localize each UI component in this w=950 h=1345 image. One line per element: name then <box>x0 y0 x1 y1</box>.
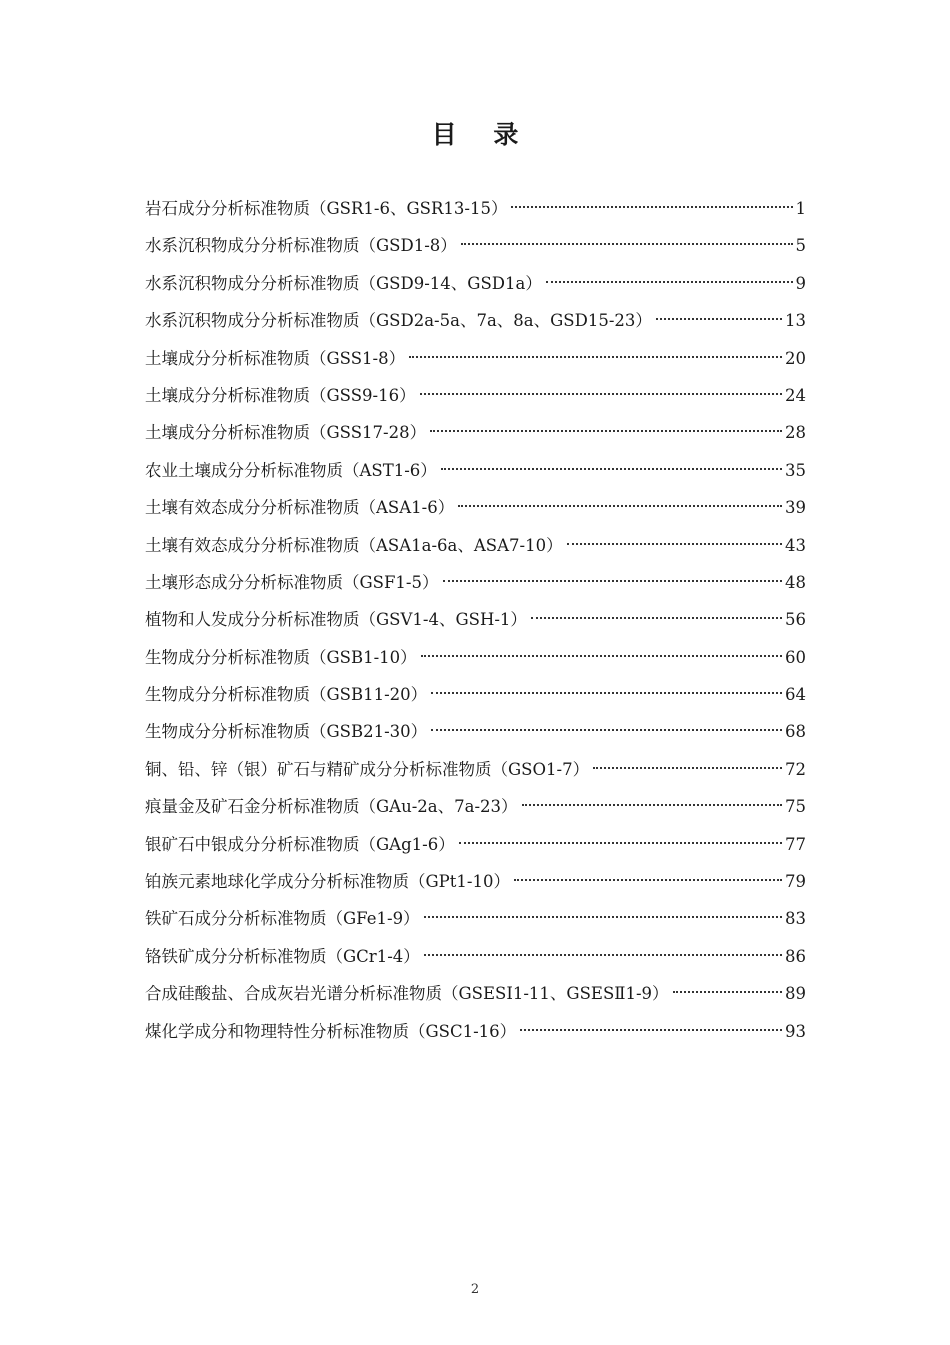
toc-entry-title: 土壤成分分析标准物质（GSS9-16） <box>145 385 416 405</box>
toc-entry[interactable] <box>145 265 806 302</box>
toc-entry-title: 生物成分分析标准物质（GSB11-20） <box>145 685 428 705</box>
table-of-contents <box>145 190 806 1050</box>
toc-entry-page: 79 <box>785 872 806 892</box>
toc-entry-title: 农业土壤成分分析标准物质（AST1-6） <box>145 460 437 480</box>
toc-dot-leader <box>458 505 782 507</box>
toc-dot-leader <box>567 543 782 545</box>
toc-entry-title: 铜、铅、锌（银）矿石与精矿成分分析标准物质（GSO1-7） <box>145 759 590 779</box>
toc-entry-title: 铬铁矿成分分析标准物质（GCr1-4） <box>145 946 420 966</box>
toc-entry-page: 77 <box>785 834 806 854</box>
toc-entry-page: 48 <box>785 572 806 592</box>
toc-entry-title: 水系沉积物成分分析标准物质（GSD2a-5a、7a、8a、GSD15-23） <box>145 311 652 331</box>
toc-entry[interactable] <box>145 713 806 750</box>
toc-entry[interactable] <box>145 564 806 601</box>
toc-entry-title: 土壤成分分析标准物质（GSS17-28） <box>145 423 427 443</box>
toc-entry-page: 35 <box>785 460 806 480</box>
toc-entry-page: 60 <box>785 647 806 667</box>
toc-dot-leader <box>424 916 782 918</box>
toc-dot-leader <box>531 617 782 619</box>
toc-entry-page: 89 <box>785 984 806 1004</box>
toc-entry[interactable] <box>145 639 806 676</box>
toc-entry-title: 痕量金及矿石金分析标准物质（GAu-2a、7a-23） <box>145 797 518 817</box>
toc-entry-title: 土壤有效态成分分析标准物质（ASA1a-6a、ASA7-10） <box>145 535 563 555</box>
toc-dot-leader <box>431 729 782 731</box>
toc-entry[interactable] <box>145 377 806 414</box>
toc-dot-leader <box>461 243 793 245</box>
toc-dot-leader <box>443 580 782 582</box>
toc-entry-page: 20 <box>785 348 806 368</box>
toc-entry[interactable] <box>145 938 806 975</box>
toc-dot-leader <box>511 206 792 208</box>
toc-entry-page: 9 <box>795 273 806 293</box>
toc-entry-title: 植物和人发成分分析标准物质（GSV1-4、GSH-1） <box>145 610 527 630</box>
toc-entry[interactable] <box>145 190 806 227</box>
toc-dot-leader <box>656 318 782 320</box>
toc-entry-title: 土壤有效态成分分析标准物质（ASA1-6） <box>145 498 455 518</box>
toc-entry-title: 铁矿石成分分析标准物质（GFe1-9） <box>145 909 420 929</box>
toc-entry-page: 24 <box>785 385 806 405</box>
toc-dot-leader <box>441 468 782 470</box>
toc-dot-leader <box>430 430 782 432</box>
toc-entry-page: 86 <box>785 946 806 966</box>
toc-entry-page: 13 <box>785 311 806 331</box>
toc-entry[interactable] <box>145 452 806 489</box>
toc-entry[interactable] <box>145 900 806 937</box>
toc-entry[interactable] <box>145 975 806 1012</box>
page-number: 2 <box>470 1282 480 1297</box>
toc-entry-title: 铂族元素地球化学成分分析标准物质（GPt1-10） <box>145 872 510 892</box>
toc-entry-page: 5 <box>795 236 806 256</box>
toc-entry-title: 土壤成分分析标准物质（GSS1-8） <box>145 348 406 368</box>
toc-entry-title: 水系沉积物成分分析标准物质（GSD1-8） <box>145 236 457 256</box>
toc-entry[interactable] <box>145 601 806 638</box>
toc-entry-title: 银矿石中银成分分析标准物质（GAg1-6） <box>145 834 455 854</box>
toc-dot-leader <box>593 767 782 769</box>
toc-dot-leader <box>673 991 782 993</box>
toc-entry-page: 56 <box>785 610 806 630</box>
toc-entry[interactable] <box>145 788 806 825</box>
toc-entry-page: 68 <box>785 722 806 742</box>
toc-entry[interactable] <box>145 826 806 863</box>
toc-entry-page: 93 <box>785 1021 806 1041</box>
page-title: 目 录 <box>431 119 533 149</box>
toc-dot-leader <box>421 655 782 657</box>
toc-dot-leader <box>409 356 782 358</box>
toc-entry[interactable] <box>145 1013 806 1050</box>
toc-entry-title: 煤化学成分和物理特性分析标准物质（GSC1-16） <box>145 1021 517 1041</box>
toc-entry-page: 43 <box>785 535 806 555</box>
toc-dot-leader <box>459 842 782 844</box>
toc-entry-page: 72 <box>785 759 806 779</box>
toc-entry-title: 土壤形态成分分析标准物质（GSF1-5） <box>145 572 439 592</box>
toc-entry[interactable] <box>145 527 806 564</box>
toc-entry-title: 生物成分分析标准物质（GSB21-30） <box>145 722 428 742</box>
toc-entry-title: 水系沉积物成分分析标准物质（GSD9-14、GSD1a） <box>145 273 542 293</box>
toc-dot-leader <box>520 1029 782 1031</box>
toc-entry[interactable] <box>145 414 806 451</box>
toc-entry-page: 83 <box>785 909 806 929</box>
toc-dot-leader <box>522 804 782 806</box>
toc-dot-leader <box>424 954 782 956</box>
toc-entry-page: 39 <box>785 498 806 518</box>
toc-entry[interactable] <box>145 676 806 713</box>
toc-entry-page: 28 <box>785 423 806 443</box>
toc-dot-leader <box>514 879 782 881</box>
toc-entry-title: 合成硅酸盐、合成灰岩光谱分析标准物质（GSESⅠ1-11、GSESⅡ1-9） <box>145 984 669 1004</box>
toc-dot-leader <box>431 692 782 694</box>
toc-dot-leader <box>420 393 782 395</box>
toc-entry[interactable] <box>145 863 806 900</box>
toc-entry-title: 岩石成分分析标准物质（GSR1-6、GSR13-15） <box>145 199 508 218</box>
toc-entry[interactable] <box>145 751 806 788</box>
toc-entry-page: 64 <box>785 685 806 705</box>
toc-entry[interactable] <box>145 227 806 264</box>
toc-entry-page: 1 <box>795 199 806 218</box>
toc-dot-leader <box>546 281 793 283</box>
toc-entry[interactable] <box>145 489 806 526</box>
toc-entry-page: 75 <box>785 797 806 817</box>
toc-entry[interactable] <box>145 340 806 377</box>
toc-entry[interactable] <box>145 302 806 339</box>
toc-entry-title: 生物成分分析标准物质（GSB1-10） <box>145 647 417 667</box>
